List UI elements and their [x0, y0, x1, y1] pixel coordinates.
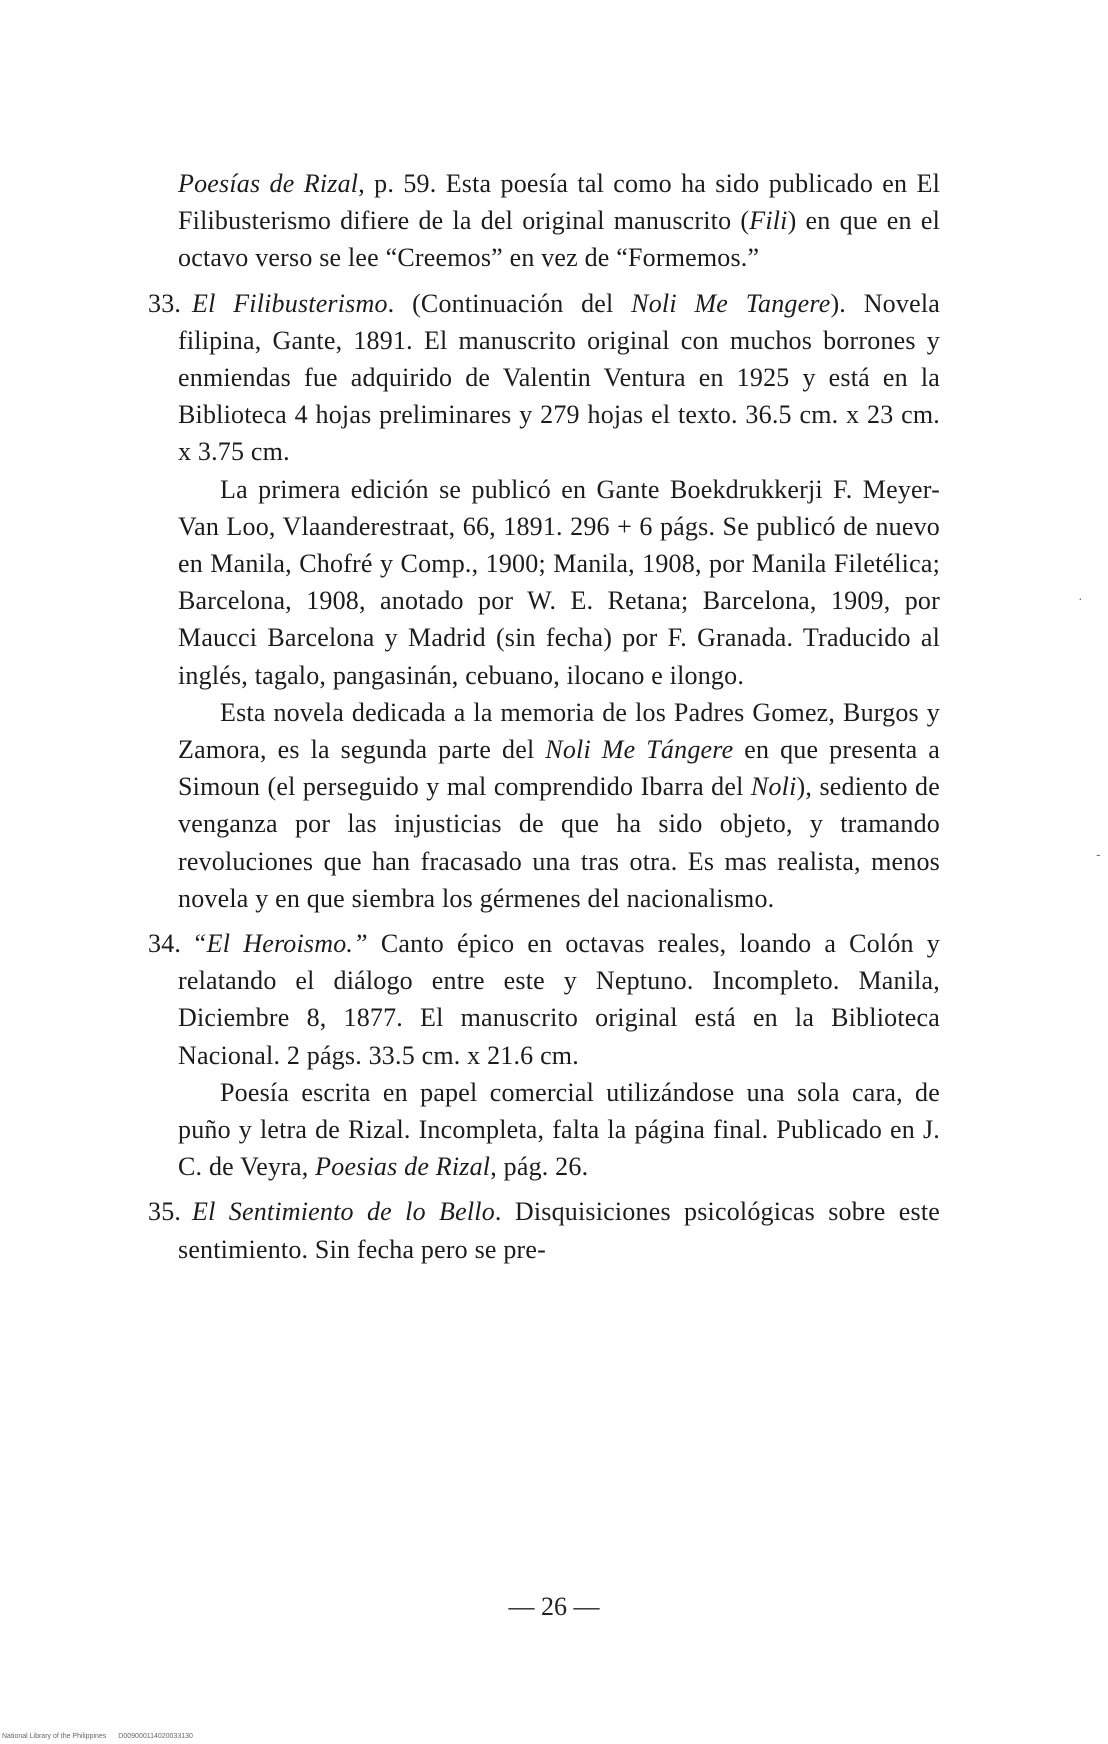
entry-35 [148, 1193, 940, 1267]
description-text: Poesía escrita en papel comercial utilizándose una sola cara, de puño y letra de Rizal. Incompleta, falta la página final. Publicado en J. C. de Veyra, [178, 1077, 940, 1182]
description-text-end: , pág. 26. [490, 1152, 589, 1182]
page-number: — 26 — [508, 1592, 600, 1621]
scan-speck: · [1078, 590, 1083, 606]
italic-reference: Poesias de Rizal [315, 1152, 491, 1182]
entry-title: El Filibusterismo [192, 288, 388, 318]
entry-number: 33. [148, 288, 182, 318]
entry-text: . (Continuación del [387, 288, 632, 318]
italic-reference: Poesías de Rizal [178, 169, 359, 198]
noli-title: Noli Me Tangere [631, 288, 831, 318]
page-body [148, 165, 940, 1268]
scan-footer [2, 1733, 205, 1740]
entry-text: . Disquisiciones psicológicas sobre este sentimiento. Sin fecha pero se pre- [178, 1197, 940, 1264]
entry-number: 35. [148, 1197, 182, 1227]
scan-code: D009000114020033130 [118, 1733, 193, 1740]
italic-fili: Fili [749, 206, 788, 236]
entry-text-cont: ). Novela filipina, Gante, 1891. El manuscrito original con muchos borrones y enmiendas fue adquirido de Valentin Ventura en 1925 y está en la Biblioteca 4 hojas preliminares y 279 hojas el texto. 36.5 cm. x 23 cm. x 3.75 cm. [178, 288, 940, 467]
entry-text: Canto épico en octavas reales, loando a Colón y relatando el diálogo entre este y Neptuno. Incompleto. Manila, Diciembre 8, 1877. El manuscrito original está en la Biblioteca Nacional. 2 págs. 33.5 cm. x 21.6 cm. [178, 929, 940, 1070]
intro-text: , p. 59. Esta poesía tal como ha sido publicado en El Filibusterismo difiere de la del original manuscrito ( [178, 169, 940, 236]
entry-number: 34. [148, 929, 182, 959]
library-credit: National Library of the Philippines [2, 1733, 107, 1740]
noli-title-italic: Noli Me Tángere [545, 735, 734, 765]
entry-title: El Sentimiento de lo Bello [192, 1197, 495, 1227]
intro-text-end: ) en que en el octavo verso se lee “Creemos” en vez de “Formemos.” [178, 206, 940, 273]
entry-title: “El Heroismo.” [192, 929, 368, 959]
intro-paragraph [178, 165, 940, 277]
entry-33-edition-paragraph: La primera edición se publicó en Gante Boekdrukkerji F. Meyer-Van Loo, Vlaanderestraat, 66, 1891. 296 + 6 págs. Se publicó de nuevo en Manila, Chofré y Comp., 1900; Manila, 1908, por Manila Filetélica; Barcelona, 1908, anotado por W. E. Retana; Barcelona, 1909, por Maucci Barcelona y Madrid (sin fecha) por F. Granada. Traducido al inglés, tagalo, pangasinán, cebuano, ilocano e ilongo. [178, 474, 940, 690]
noli-short-italic: Noli [750, 772, 797, 802]
summary-text-cont: en que presenta a Simoun (el perseguido y mal comprendido Ibarra del [178, 735, 940, 802]
entry-34 [148, 925, 940, 1074]
entry-34-description-paragraph [178, 1074, 940, 1186]
entry-33-summary-paragraph [178, 694, 940, 917]
summary-text-end: ), sediento de venganza por las injusticias de que ha sido objeto, y tramando revoluciones que han fracasado una tras otra. Es mas realista, menos novela y en que siembra los gérmenes del nacionalismo. [178, 772, 940, 913]
summary-text: Esta novela dedicada a la memoria de los Padres Gomez, Burgos y Zamora, es la segunda parte del [178, 697, 940, 765]
scan-speck: - [1096, 846, 1101, 862]
entry-33 [148, 285, 940, 471]
